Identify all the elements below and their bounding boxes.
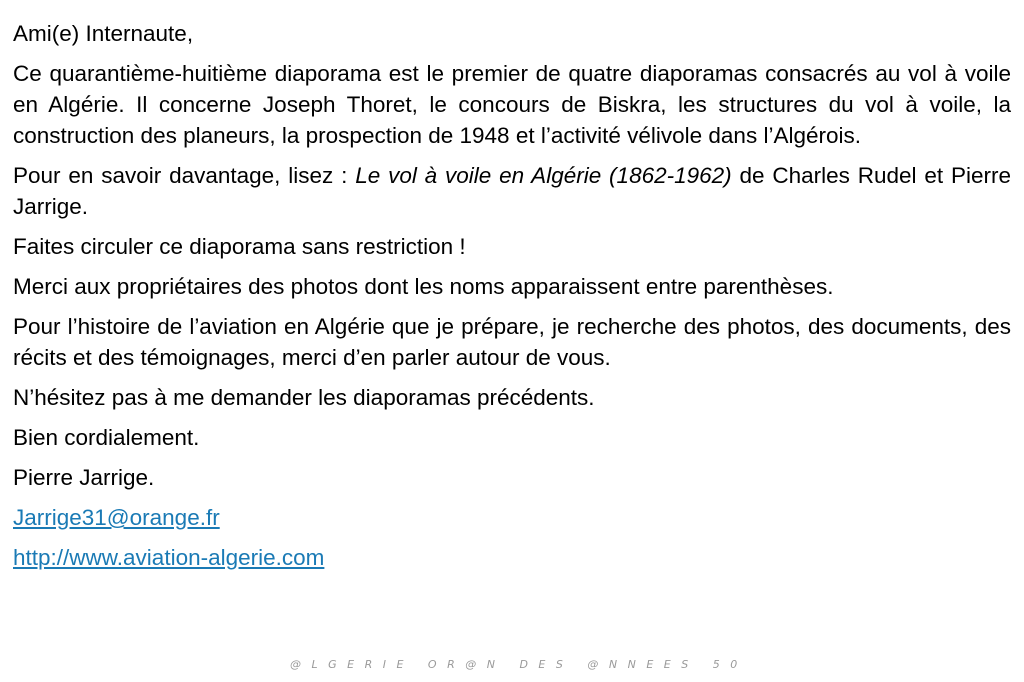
email-link[interactable]: Jarrige31@orange.fr (13, 505, 220, 530)
greeting: Ami(e) Internaute, (13, 21, 194, 46)
intro-paragraph: Ce quarantième-huitième diaporama est le premier de quatre diaporamas consacrés au vol à voile en Algérie. Il concerne Joseph Thoret, le concours de Biskra, les structures du vol à voile, la construction des planeurs, la prospection de 1948 et l’activité vélivole dans l’Algérois. (13, 61, 1011, 148)
reading-paragraph (13, 160, 1011, 222)
request-paragraph: Pour l’histoire de l’aviation en Algérie que je prépare, je recherche des photos, des documents, des récits et des témoignages, merci d’en parler autour de vous. (13, 314, 1011, 370)
previous-paragraph: N’hésitez pas à me demander les diaporamas précédents. (13, 385, 595, 410)
email-line (13, 502, 1011, 533)
thanks-paragraph: Merci aux propriétaires des photos dont les noms apparaissent entre parenthèses. (13, 274, 834, 299)
website-line (13, 542, 1011, 573)
letter-body (13, 18, 1011, 582)
book-title: Le vol à voile en Algérie (1862-1962) (355, 163, 732, 188)
reading-prefix: Pour en savoir davantage, lisez : (13, 163, 356, 188)
closing: Bien cordialement. (13, 425, 200, 450)
circulate-paragraph: Faites circuler ce diaporama sans restriction ! (13, 234, 466, 259)
reading-suffix: de Charles Rudel et Pierre Jarrige. (13, 163, 1011, 219)
website-link[interactable]: http://www.aviation-algerie.com (13, 545, 325, 570)
signature: Pierre Jarrige. (13, 465, 155, 490)
footer-watermark: @LGERIE OR@N DES @NNEES 50 (290, 658, 748, 671)
